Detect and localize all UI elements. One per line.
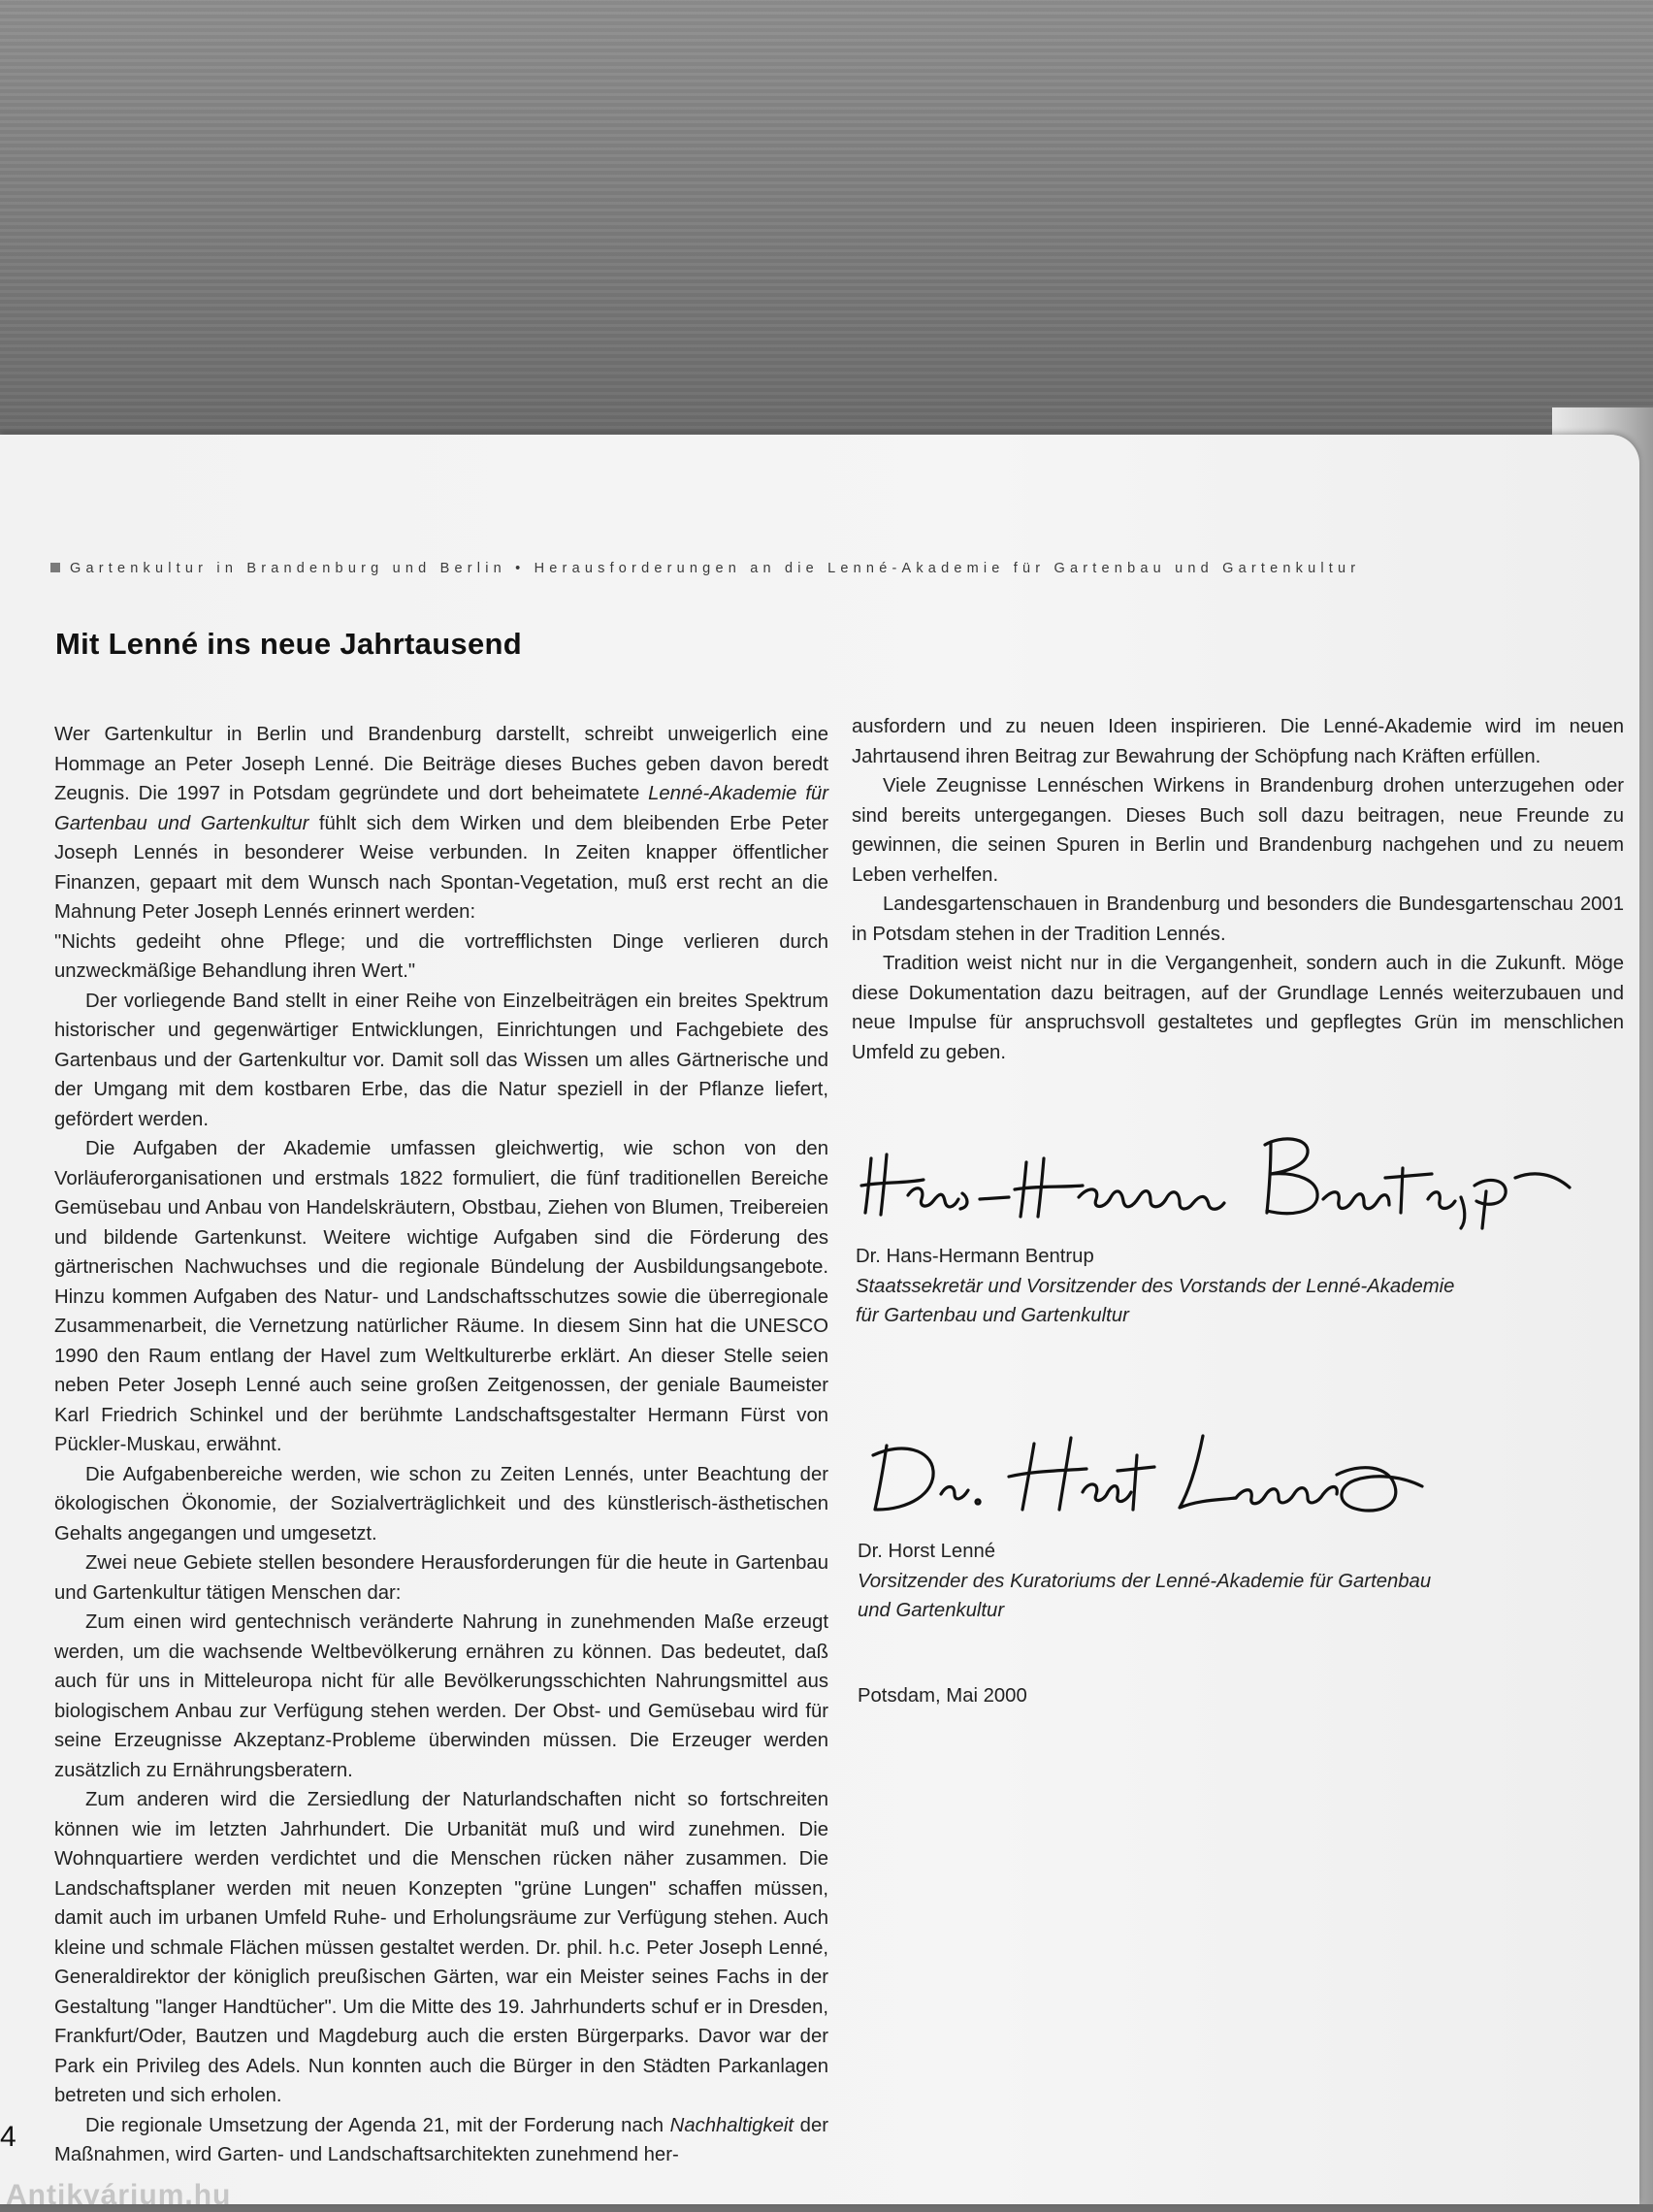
watermark: Antikvárium.hu (6, 2179, 232, 2211)
paragraph-text: der Maßnahmen, wird Garten- und Landschaftsarchitekten zunehmend her- (54, 2114, 828, 2165)
paragraph: Die Aufgabenbereiche werden, wie schon zu Zeiten Lennés, unter Beachtung der ökologischen Ökonomie, der Sozialverträglichkeit und des künstlerisch-ästhetischen Gehalts angegangen und umgesetzt. (54, 1463, 828, 1545)
signatory-role: für Gartenbau und Gartenkultur (856, 1305, 1129, 1326)
paragraph: Tradition weist nicht nur in die Vergangenheit, sondern auch in die Zukunft. Möge diese Dokumentation dazu beitragen, auf der Grundlage Lennés weiterzubauen und neue Impulse für anspruchsvoll gestaltetes und gepflegtes Grün im menschlichen Umfeld zu geben. (852, 953, 1624, 1063)
paragraph: ausfordern und zu neuen Ideen inspirieren. Die Lenné-Akademie wird im neuen Jahrtausend ihren Beitrag zur Bewahrung der Schöpfung nach Kräften erfüllen. (852, 716, 1624, 767)
signature-lenne (863, 1416, 1436, 1523)
running-head-text: Gartenkultur in Brandenburg und Berlin • Herausforderungen an die Lenné-Akademie für Gartenbau und Gartenkultur (70, 561, 1361, 576)
paragraph-text: Wer Gartenkultur in Berlin und Brandenburg darstellt, schreibt unweigerlich eine Hommage an Peter Joseph Lenné. Die Beiträge dieses Buches geben davon beredt Zeugnis. Die 1997 in Potsdam gegründete und dort beheimatete (54, 724, 828, 804)
signatory-name: Dr. Horst Lenné (858, 1541, 996, 1562)
signatory-role: Vorsitzender des Kuratoriums der Lenné-Akademie für Gartenbau (858, 1570, 1432, 1592)
paragraph: Viele Zeugnisse Lennéschen Wirkens in Brandenburg drohen unterzugehen oder sind bereits untergegangen. Dieses Buch soll dazu beitragen, neue Freunde zu gewinnen, die seinen Spuren in Berlin und Brandenburg nachgehen und zu neuem Leben verhelfen. (852, 775, 1624, 886)
nachhaltigkeit-italic: Nachhaltigkeit (669, 2114, 794, 2136)
square-bullet-icon (50, 563, 60, 572)
signatory-name: Dr. Hans-Hermann Bentrup (856, 1246, 1094, 1267)
signatory-lenne (858, 1537, 1431, 1626)
paragraph: Zum einen wird gentechnisch veränderte Nahrung in zunehmenden Maße erzeugt werden, um die wachsende Weltbevölkerung ernähren zu können. Das bedeutet, daß auch für uns in Mitteleuropa nicht für alle Bevölkerungsschichten Nahrungsmittel aus biologischem Anbau zur Verfügung stehen werden. Der Obst- und Gemüsebau wird für seine Erzeugnisse Akzeptanz-Probleme überwinden müssen. Die Erzeuger werden zusätzlich zu Ernährungsberatern. (54, 1611, 828, 1781)
paragraph: Der vorliegende Band stellt in einer Reihe von Einzelbeiträgen ein breites Spektrum historischer und gegenwärtiger Entwicklungen, Einrichtungen und Fachgebiete des Gartenbaus und der Gartenkultur vor. Damit soll das Wissen um alles Gärtnerische und der Umgang mit dem kostbaren Erbe, das die Natur speziell in der Pflanze liefert, gefördert werden. (54, 990, 828, 1130)
signature-bentrup (854, 1116, 1610, 1232)
paragraph: Zum anderen wird die Zersiedlung der Naturlandschaften nicht so fortschreiten können wie im letzten Jahrhundert. Die Urbanität muß und wird zunehmen. Die Wohnquartiere werden verdichtet und die Menschen rücken näher zusammen. Die Landschaftsplaner werden mit neuen Konzepten "grüne Lungen" schaffen müssen, damit auch im urbanen Umfeld Ruhe- und Erholungsräume zur Verfügung stehen. Auch kleine und schmale Flächen müssen gestaltet werden. Dr. phil. h.c. Peter Joseph Lenné, Generaldirektor der königlich preußischen Gärten, war ein Meister seines Fachs in der Gestaltung "langer Handtücher". Um die Mitte des 19. Jahrhunderts schuf er in Dresden, Frankfurt/Oder, Bautzen und Magdeburg auch die ersten Bürgerparks. Davor war der Park ein Privileg des Adels. Nun konnten auch die Bürger in den Städten Parkanlagen betreten und sich erholen. (54, 1789, 828, 2106)
page-title: Mit Lenné ins neue Jahrtausend (55, 627, 522, 661)
paragraph: Die Aufgaben der Akademie umfassen gleichwertig, wie schon von den Vorläuferorganisationen und erstmals 1822 formuliert, die fünf traditionellen Bereiche Gemüsebau und Anbau von Handelskräutern, Obstbau, Ziehen von Blumen, Treibereien und bildende Gartenkunst. Weitere wichtige Aufgaben sind die Förderung des gärtnerischen Nachwuchses und die regionale Bündelung der Ausbildungsangebote. Hinzu kommen Aufgaben des Natur- und Landschaftsschutzes sowie die überregionale Zusammenarbeit, die Vernetzung natürlicher Räume. In diesem Sinn hat die UNESCO 1990 den Raum entlang der Havel zum Weltkulturerbe erklärt. An dieser Stelle seien neben Peter Joseph Lenné auch seine großen Zeitgenossen, der geniale Baumeister Karl Friedrich Schinkel und der berühmte Landschaftsgestalter Hermann Fürst von Pückler-Muskau, erwähnt. (54, 1138, 828, 1455)
background-surface (0, 0, 1653, 456)
left-column (54, 720, 828, 2170)
academy-name-italic: Lenné-Akademie für Gartenbau und Gartenkultur (54, 783, 828, 834)
paragraph-agenda (54, 2111, 828, 2170)
signatory-role: und Gartenkultur (858, 1600, 1005, 1621)
right-column (852, 712, 1624, 1067)
place-date: Potsdam, Mai 2000 (858, 1685, 1027, 1707)
running-head (50, 561, 1632, 576)
page-number: 4 (0, 2121, 16, 2153)
signatory-role: Staatssekretär und Vorsitzender des Vorstands der Lenné-Akademie (856, 1275, 1455, 1297)
paragraph-intro (54, 720, 828, 927)
signatory-bentrup (856, 1242, 1454, 1331)
paragraph-text: fühlt sich dem Wirken und dem bleibenden Erbe Peter Joseph Lennés in besonderer Weise verbunden. In Zeiten knapper öffentlicher Finanzen, gepaart mit dem Wunsch nach Spontan-Vegetation, muß erst recht an die Mahnung Peter Joseph Lennés erinnert werden: (54, 812, 829, 923)
lenne-quote: "Nichts gedeiht ohne Pflege; und die vortrefflichsten Dinge verlieren durch unzweckmäßige Behandlung ihren Wert." (54, 930, 828, 982)
paragraph-text: Die regionale Umsetzung der Agenda 21, mit der Forderung nach (85, 2114, 670, 2136)
paragraph: Landesgartenschauen in Brandenburg und besonders die Bundesgartenschau 2001 in Potsdam stehen in der Tradition Lennés. (852, 894, 1624, 945)
paragraph: Zwei neue Gebiete stellen besondere Herausforderungen für die heute in Gartenbau und Gartenkultur tätigen Menschen dar: (54, 1552, 828, 1604)
